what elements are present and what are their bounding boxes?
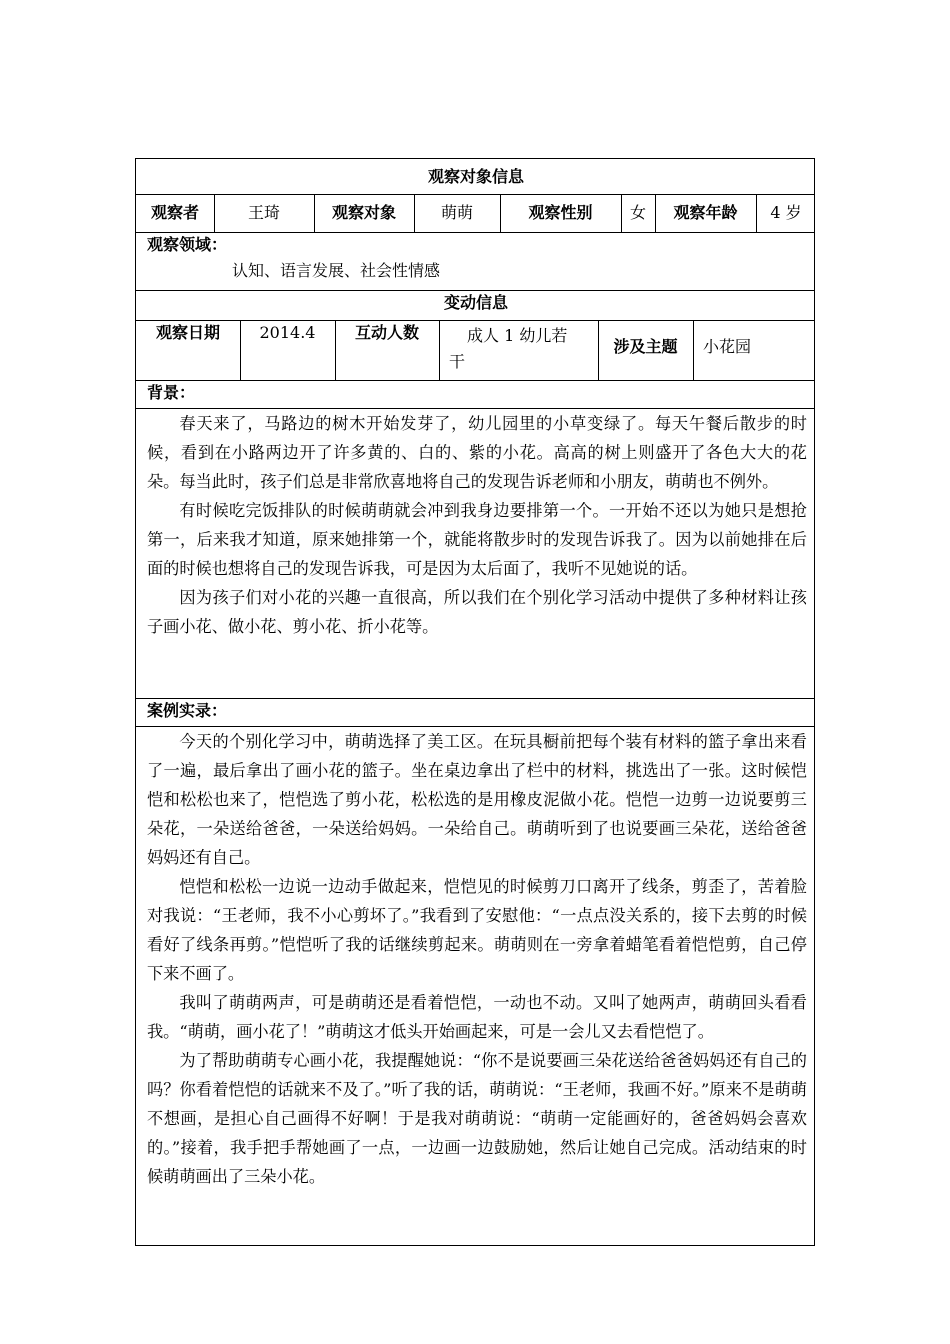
col-divider	[439, 320, 440, 380]
theme-label: 涉及主题	[613, 337, 678, 356]
row-divider	[136, 380, 814, 381]
people-value	[449, 323, 599, 375]
age-value: 4 岁	[770, 203, 802, 222]
age-label: 观察年龄	[673, 203, 738, 222]
date-label: 观察日期	[155, 323, 220, 342]
subject-label: 观察对象	[331, 203, 396, 222]
row-divider	[136, 232, 814, 233]
section-title-activity-info: 变动信息	[443, 293, 508, 312]
record-paragraph: 今天的个别化学习中，萌萌选择了美工区。在玩具橱前把每个装有材料的篮子拿出来看了一遍，最后拿出了画小花的篮子。坐在桌边拿出了栏中的材料，挑选出了一张。这时候恺恺和松松也来了，恺恺选了剪小花，松松选的是用橡皮泥做小花。恺恺一边剪一边说要剪三朵花，一朵送给爸爸，一朵送给妈妈。一朵给自己。萌萌听到了也说要画三朵花，送给爸爸妈妈还有自己。	[147, 732, 807, 867]
col-divider	[693, 320, 694, 380]
domain-value: 认知、语言发展、社会性情感	[232, 261, 441, 280]
record-label: 案例实录：	[147, 701, 228, 720]
record-paragraph: 恺恺和松松一边说一边动手做起来，恺恺见的时候剪刀口离开了线条，剪歪了，苦着脸对我说：“王老师，我不小心剪坏了。”我看到了安慰他：“一点点没关系的，接下去剪的时候看好了线条再剪。”恺恺听了我的话继续剪起来。萌萌则在一旁拿着蜡笔看着恺恺剪，自己停下来不画了。	[147, 877, 807, 983]
observer-value: 王琦	[247, 203, 280, 222]
background-paragraph: 春天来了，马路边的树木开始发芽了，幼儿园里的小草变绿了。每天午餐后散步的时候，看到在小路两边开了许多黄的、白的、紫的小花。高高的树上则盛开了各色大大的花朵。每当此时，孩子们总是非常欣喜地将自己的发现告诉老师和小朋友，萌萌也不例外。	[147, 414, 807, 491]
date-value: 2014.4	[259, 323, 316, 342]
section-title-subject-info: 观察对象信息	[427, 167, 524, 186]
gender-value: 女	[629, 203, 646, 222]
background-label: 背景：	[147, 383, 196, 402]
record-paragraph: 我叫了萌萌两声，可是萌萌还是看着恺恺，一动也不动。又叫了她两声，萌萌回头看看我。“萌萌，画小花了！”萌萌这才低头开始画起来，可是一会儿又去看恺恺了。	[147, 993, 807, 1041]
row-divider	[136, 698, 814, 699]
record-text	[147, 727, 807, 1191]
people-label: 互动人数	[354, 323, 419, 342]
background-text	[147, 409, 807, 641]
background-paragraph: 有时候吃完饭排队的时候萌萌就会冲到我身边要排第一个。一开始不还以为她只是想抢第一，后来我才知道，原来她排第一个，就能将散步时的发现告诉我了。因为以前她排在后面的时候也想将自己的发现告诉我，可是因为太后面了，我听不见她说的话。	[147, 501, 807, 578]
row-divider	[136, 320, 814, 321]
theme-value: 小花园	[703, 337, 752, 356]
people-value-line1: 成人 1 幼儿若	[467, 326, 568, 345]
background-paragraph: 因为孩子们对小花的兴趣一直很高，所以我们在个别化学习活动中提供了多种材料让孩子画小花、做小花、剪小花、折小花等。	[147, 588, 807, 636]
gender-label: 观察性别	[528, 203, 593, 222]
people-value-line2: 干	[449, 352, 466, 371]
domain-label: 观察领域：	[147, 235, 228, 254]
observation-form	[135, 158, 815, 1246]
row-divider	[136, 194, 814, 195]
record-paragraph: 为了帮助萌萌专心画小花，我提醒她说：“你不是说要画三朵花送给爸爸妈妈还有自己的吗？你看着恺恺的话就来不及了。”听了我的话，萌萌说：“王老师，我画不好。”原来不是萌萌不想画，是担心自己画得不好啊！于是我对萌萌说：“萌萌一定能画好的，爸爸妈妈会喜欢的。”接着，我手把手帮她画了一点，一边画一边鼓励她，然后让她自己完成。活动结束的时候萌萌画出了三朵小花。	[147, 1051, 807, 1186]
subject-value: 萌萌	[440, 203, 473, 222]
row-divider	[136, 290, 814, 291]
observer-label: 观察者	[150, 203, 199, 222]
